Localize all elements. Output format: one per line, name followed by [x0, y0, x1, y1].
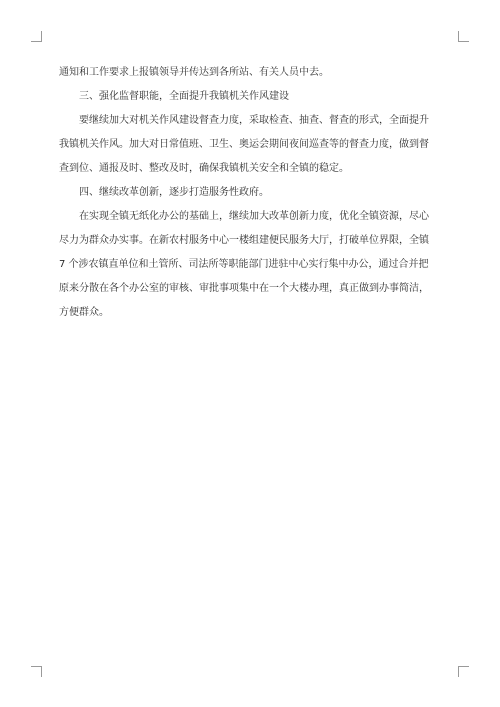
body-line-5: 查到位、通报及时、整改及时，确保我镇机关安全和全镇的稳定。	[59, 163, 349, 174]
section-heading-3: 三、强化监督职能，全面提升我镇机关作风建设	[79, 91, 289, 102]
body-line-8: 尽力为群众办实事。在新农村服务中心一楼组建便民服务大厅，打破单位界限，全镇	[59, 235, 429, 246]
document-body	[59, 61, 447, 325]
body-line-10: 原来分散在各个办公室的审核、审批事项集中在一个大楼办理，真正做到办事简洁，	[59, 283, 429, 294]
body-line-11: 方便群众。	[59, 307, 109, 318]
crop-mark-top-left	[31, 31, 42, 42]
crop-mark-bottom-left	[31, 666, 42, 677]
body-line-9: 7 个涉农镇直单位和土管所、司法所等职能部门进驻中心实行集中办公，通过合并把	[59, 259, 429, 270]
section-heading-4: 四、继续改革创新，逐步打造服务性政府。	[79, 187, 269, 198]
body-line-7: 在实现全镇无纸化办公的基础上，继续加大改革创新力度，优化全镇资源，尽心	[79, 211, 429, 222]
body-line-4: 我镇机关作风。加大对日常值班、卫生、奥运会期间夜间巡查等的督查力度，做到督	[59, 139, 429, 150]
crop-mark-bottom-right	[458, 666, 469, 677]
crop-mark-top-right	[458, 31, 469, 42]
body-line-3: 要继续加大对机关作风建设督查力度，采取检查、抽查、督查的形式，全面提升	[79, 115, 429, 126]
body-line-1: 通知和工作要求上报镇领导并传达到各所站、有关人员中去。	[59, 67, 329, 78]
